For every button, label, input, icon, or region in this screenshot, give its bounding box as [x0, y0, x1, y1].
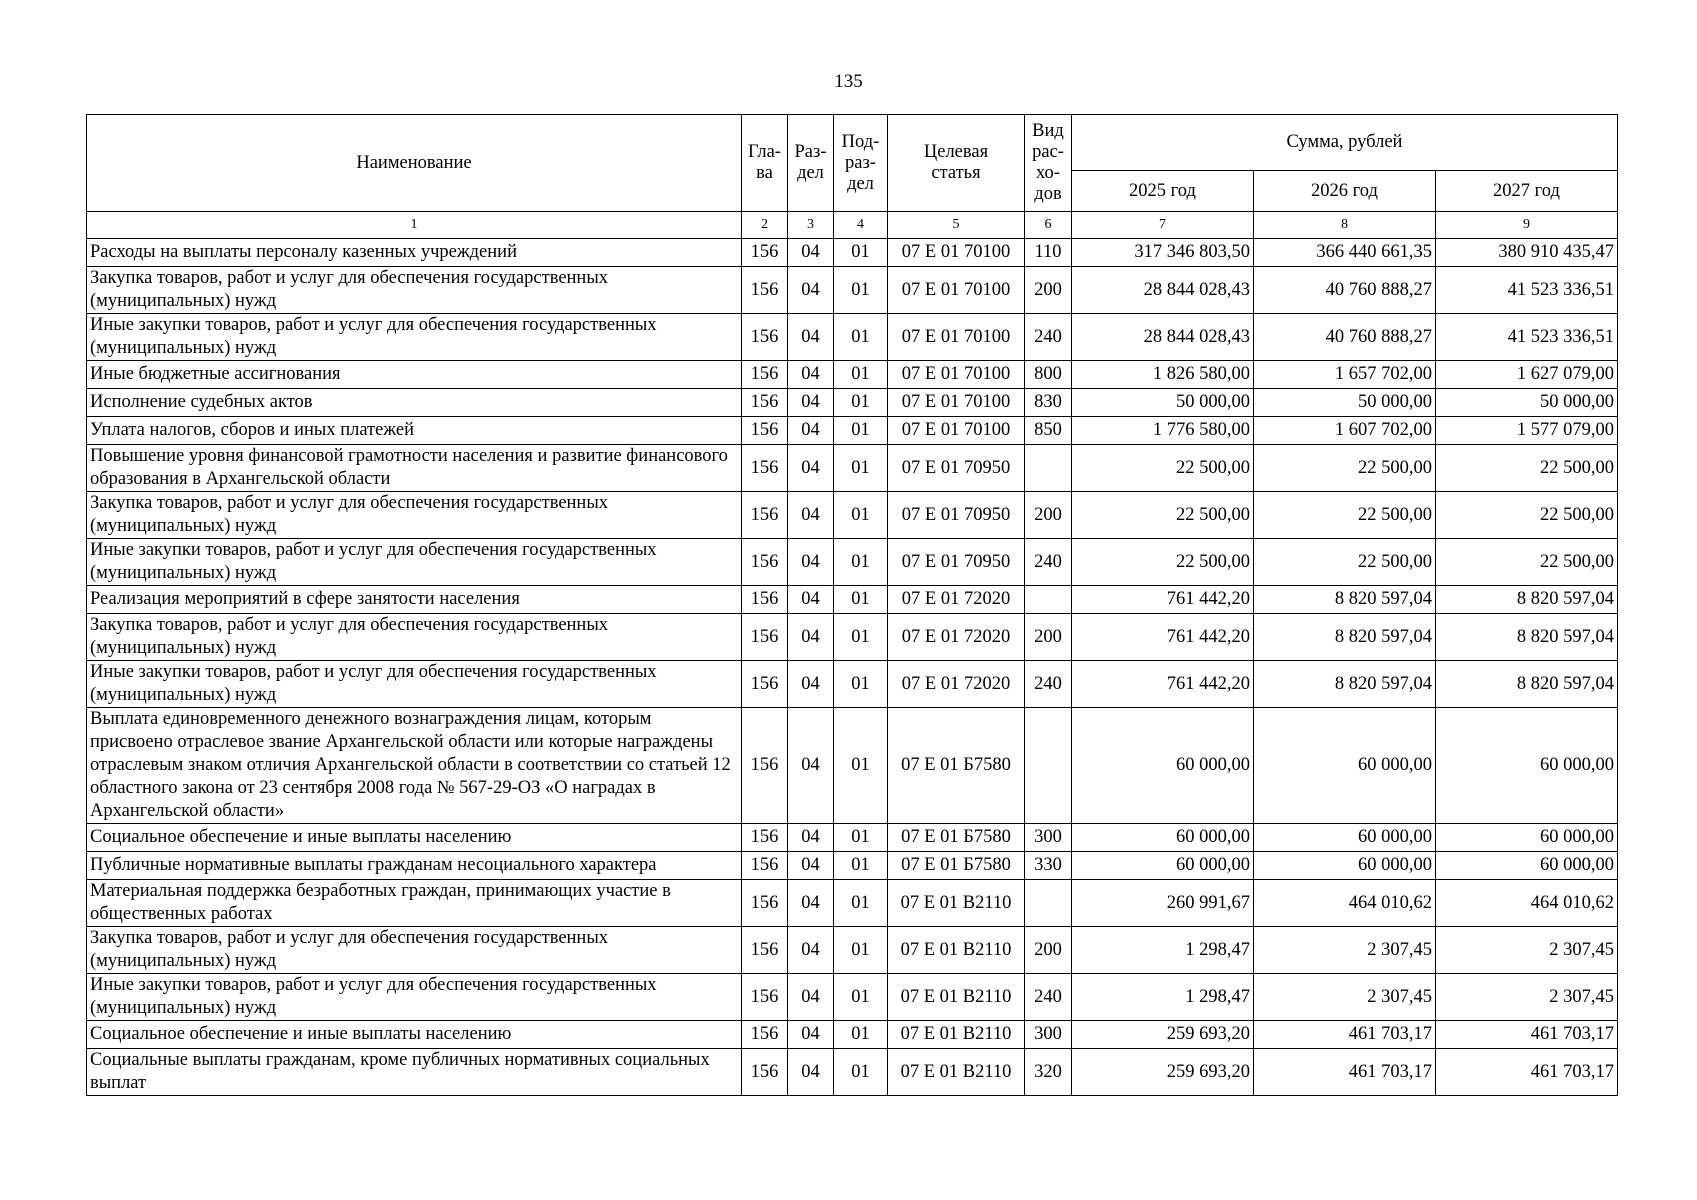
- table-row: [87, 661, 1618, 708]
- row-razdel: 04: [788, 314, 834, 361]
- row-celevaya-statya: 07 Е 01 Б7580: [888, 852, 1025, 880]
- row-celevaya-statya: 07 Е 01 72020: [888, 614, 1025, 661]
- table-row: [87, 417, 1618, 445]
- row-glava: 156: [742, 267, 788, 314]
- row-vid-rashodov: 240: [1025, 314, 1072, 361]
- row-vid-rashodov: [1025, 445, 1072, 492]
- row-celevaya-statya: 07 Е 01 70950: [888, 539, 1025, 586]
- row-podrazdel: 01: [834, 661, 888, 708]
- row-name: Иные закупки товаров, работ и услуг для обеспечения государственных (муниципальных) нужд: [87, 974, 742, 1021]
- row-podrazdel: 01: [834, 880, 888, 927]
- row-amount-2026: 366 440 661,35: [1254, 239, 1436, 267]
- row-celevaya-statya: 07 Е 01 70100: [888, 417, 1025, 445]
- table-row: [87, 445, 1618, 492]
- row-amount-2026: 8 820 597,04: [1254, 661, 1436, 708]
- row-razdel: 04: [788, 708, 834, 824]
- row-vid-rashodov: 300: [1025, 1021, 1072, 1049]
- row-amount-2027: 8 820 597,04: [1436, 614, 1618, 661]
- row-vid-rashodov: 240: [1025, 974, 1072, 1021]
- table-row: [87, 1021, 1618, 1049]
- row-vid-rashodov: 320: [1025, 1049, 1072, 1096]
- row-amount-2025: 60 000,00: [1072, 708, 1254, 824]
- table-row: [87, 708, 1618, 824]
- table-row: [87, 314, 1618, 361]
- column-number: 1: [87, 212, 742, 239]
- row-amount-2025: 60 000,00: [1072, 852, 1254, 880]
- row-amount-2027: 50 000,00: [1436, 389, 1618, 417]
- row-razdel: 04: [788, 586, 834, 614]
- row-amount-2027: 380 910 435,47: [1436, 239, 1618, 267]
- row-razdel: 04: [788, 417, 834, 445]
- row-razdel: 04: [788, 239, 834, 267]
- row-celevaya-statya: 07 Е 01 В2110: [888, 974, 1025, 1021]
- row-glava: 156: [742, 492, 788, 539]
- column-number: 9: [1436, 212, 1618, 239]
- row-amount-2025: 60 000,00: [1072, 824, 1254, 852]
- row-podrazdel: 01: [834, 586, 888, 614]
- row-amount-2026: 461 703,17: [1254, 1021, 1436, 1049]
- row-amount-2026: 8 820 597,04: [1254, 586, 1436, 614]
- table-row: [87, 852, 1618, 880]
- row-celevaya-statya: 07 Е 01 Б7580: [888, 824, 1025, 852]
- row-glava: 156: [742, 614, 788, 661]
- row-amount-2025: 22 500,00: [1072, 492, 1254, 539]
- table-row: [87, 539, 1618, 586]
- row-glava: 156: [742, 927, 788, 974]
- column-number: 4: [834, 212, 888, 239]
- row-name: Социальные выплаты гражданам, кроме публичных нормативных социальных выплат: [87, 1049, 742, 1096]
- row-amount-2025: 1 776 580,00: [1072, 417, 1254, 445]
- row-razdel: 04: [788, 614, 834, 661]
- row-amount-2025: 50 000,00: [1072, 389, 1254, 417]
- row-amount-2027: 464 010,62: [1436, 880, 1618, 927]
- header-year-2027: 2027 год: [1436, 171, 1618, 212]
- row-podrazdel: 01: [834, 824, 888, 852]
- row-amount-2027: 41 523 336,51: [1436, 267, 1618, 314]
- row-razdel: 04: [788, 927, 834, 974]
- table-row: [87, 880, 1618, 927]
- row-podrazdel: 01: [834, 1049, 888, 1096]
- header-year-2026: 2026 год: [1254, 171, 1436, 212]
- row-celevaya-statya: 07 Е 01 70100: [888, 314, 1025, 361]
- row-vid-rashodov: 300: [1025, 824, 1072, 852]
- row-razdel: 04: [788, 1049, 834, 1096]
- row-podrazdel: 01: [834, 1021, 888, 1049]
- row-amount-2026: 60 000,00: [1254, 708, 1436, 824]
- row-amount-2027: 22 500,00: [1436, 492, 1618, 539]
- header-glava: Гла- ва: [742, 115, 788, 212]
- row-celevaya-statya: 07 Е 01 70100: [888, 267, 1025, 314]
- row-amount-2025: 761 442,20: [1072, 614, 1254, 661]
- table-row: [87, 389, 1618, 417]
- row-podrazdel: 01: [834, 708, 888, 824]
- table-row: [87, 927, 1618, 974]
- row-name: Иные закупки товаров, работ и услуг для обеспечения государственных (муниципальных) нужд: [87, 661, 742, 708]
- header-year-2025: 2025 год: [1072, 171, 1254, 212]
- row-vid-rashodov: [1025, 586, 1072, 614]
- row-celevaya-statya: 07 Е 01 В2110: [888, 1049, 1025, 1096]
- row-razdel: 04: [788, 361, 834, 389]
- row-name: Социальное обеспечение и иные выплаты населению: [87, 1021, 742, 1049]
- row-glava: 156: [742, 852, 788, 880]
- table-row: [87, 492, 1618, 539]
- row-glava: 156: [742, 445, 788, 492]
- row-amount-2027: 2 307,45: [1436, 974, 1618, 1021]
- row-glava: 156: [742, 708, 788, 824]
- row-celevaya-statya: 07 Е 01 72020: [888, 661, 1025, 708]
- row-vid-rashodov: 110: [1025, 239, 1072, 267]
- row-razdel: 04: [788, 824, 834, 852]
- row-glava: 156: [742, 389, 788, 417]
- row-podrazdel: 01: [834, 389, 888, 417]
- row-amount-2026: 40 760 888,27: [1254, 267, 1436, 314]
- row-razdel: 04: [788, 974, 834, 1021]
- column-number: 2: [742, 212, 788, 239]
- row-amount-2025: 22 500,00: [1072, 539, 1254, 586]
- row-amount-2026: 40 760 888,27: [1254, 314, 1436, 361]
- row-amount-2027: 1 577 079,00: [1436, 417, 1618, 445]
- budget-table: [86, 114, 1618, 1096]
- row-amount-2026: 22 500,00: [1254, 539, 1436, 586]
- row-vid-rashodov: [1025, 708, 1072, 824]
- row-razdel: 04: [788, 1021, 834, 1049]
- row-podrazdel: 01: [834, 852, 888, 880]
- row-amount-2027: 22 500,00: [1436, 445, 1618, 492]
- row-vid-rashodov: 830: [1025, 389, 1072, 417]
- row-name: Реализация мероприятий в сфере занятости населения: [87, 586, 742, 614]
- row-vid-rashodov: 240: [1025, 661, 1072, 708]
- row-amount-2025: 317 346 803,50: [1072, 239, 1254, 267]
- table-row: [87, 267, 1618, 314]
- row-amount-2027: 461 703,17: [1436, 1049, 1618, 1096]
- row-razdel: 04: [788, 852, 834, 880]
- row-amount-2025: 1 298,47: [1072, 974, 1254, 1021]
- row-amount-2026: 461 703,17: [1254, 1049, 1436, 1096]
- row-celevaya-statya: 07 Е 01 В2110: [888, 880, 1025, 927]
- row-amount-2025: 22 500,00: [1072, 445, 1254, 492]
- row-name: Иные бюджетные ассигнования: [87, 361, 742, 389]
- row-name: Исполнение судебных актов: [87, 389, 742, 417]
- row-podrazdel: 01: [834, 614, 888, 661]
- row-amount-2026: 60 000,00: [1254, 852, 1436, 880]
- column-number: 3: [788, 212, 834, 239]
- row-amount-2027: 60 000,00: [1436, 708, 1618, 824]
- column-number: 7: [1072, 212, 1254, 239]
- row-amount-2025: 1 298,47: [1072, 927, 1254, 974]
- row-glava: 156: [742, 824, 788, 852]
- row-glava: 156: [742, 417, 788, 445]
- row-vid-rashodov: 200: [1025, 267, 1072, 314]
- row-podrazdel: 01: [834, 539, 888, 586]
- row-glava: 156: [742, 880, 788, 927]
- row-amount-2026: 22 500,00: [1254, 445, 1436, 492]
- row-name: Выплата единовременного денежного вознаграждения лицам, которым присвоено отраслевое звание Архангельской области или которые награждены отраслевым знаком отличия Архангельской области в соответствии со статьей 12 областного закона от 23 сентября 2008 года № 567-29-ОЗ «О наградах в Архангельской области»: [87, 708, 742, 824]
- row-celevaya-statya: 07 Е 01 70100: [888, 389, 1025, 417]
- row-amount-2027: 1 627 079,00: [1436, 361, 1618, 389]
- row-celevaya-statya: 07 Е 01 70950: [888, 492, 1025, 539]
- header-celevaya-statya: Целевая статья: [888, 115, 1025, 212]
- row-celevaya-statya: 07 Е 01 В2110: [888, 927, 1025, 974]
- row-celevaya-statya: 07 Е 01 70950: [888, 445, 1025, 492]
- row-razdel: 04: [788, 389, 834, 417]
- row-glava: 156: [742, 661, 788, 708]
- row-amount-2025: 761 442,20: [1072, 586, 1254, 614]
- row-amount-2027: 8 820 597,04: [1436, 661, 1618, 708]
- row-podrazdel: 01: [834, 927, 888, 974]
- column-number: 8: [1254, 212, 1436, 239]
- row-name: Материальная поддержка безработных граждан, принимающих участие в общественных работах: [87, 880, 742, 927]
- row-amount-2025: 259 693,20: [1072, 1049, 1254, 1096]
- row-podrazdel: 01: [834, 974, 888, 1021]
- row-vid-rashodov: 800: [1025, 361, 1072, 389]
- row-name: Закупка товаров, работ и услуг для обеспечения государственных (муниципальных) нужд: [87, 614, 742, 661]
- row-razdel: 04: [788, 267, 834, 314]
- row-name: Повышение уровня финансовой грамотности населения и развитие финансового образования в Архангельской области: [87, 445, 742, 492]
- row-amount-2027: 8 820 597,04: [1436, 586, 1618, 614]
- row-name: Публичные нормативные выплаты гражданам несоциального характера: [87, 852, 742, 880]
- row-podrazdel: 01: [834, 492, 888, 539]
- column-number: 6: [1025, 212, 1072, 239]
- row-glava: 156: [742, 314, 788, 361]
- row-amount-2026: 1 607 702,00: [1254, 417, 1436, 445]
- row-glava: 156: [742, 1049, 788, 1096]
- row-razdel: 04: [788, 539, 834, 586]
- row-razdel: 04: [788, 880, 834, 927]
- row-celevaya-statya: 07 Е 01 72020: [888, 586, 1025, 614]
- row-glava: 156: [742, 539, 788, 586]
- header-vid-rashodov: Вид рас- хо- дов: [1025, 115, 1072, 212]
- row-razdel: 04: [788, 492, 834, 539]
- row-celevaya-statya: 07 Е 01 Б7580: [888, 708, 1025, 824]
- row-razdel: 04: [788, 445, 834, 492]
- row-vid-rashodov: [1025, 880, 1072, 927]
- row-vid-rashodov: 850: [1025, 417, 1072, 445]
- row-amount-2026: 1 657 702,00: [1254, 361, 1436, 389]
- row-celevaya-statya: 07 Е 01 В2110: [888, 1021, 1025, 1049]
- row-name: Иные закупки товаров, работ и услуг для обеспечения государственных (муниципальных) нужд: [87, 539, 742, 586]
- row-glava: 156: [742, 586, 788, 614]
- row-podrazdel: 01: [834, 361, 888, 389]
- header-podrazdel: Под- раз- дел: [834, 115, 888, 212]
- row-podrazdel: 01: [834, 314, 888, 361]
- row-amount-2027: 60 000,00: [1436, 852, 1618, 880]
- row-name: Закупка товаров, работ и услуг для обеспечения государственных (муниципальных) нужд: [87, 927, 742, 974]
- row-vid-rashodov: 330: [1025, 852, 1072, 880]
- row-glava: 156: [742, 239, 788, 267]
- row-amount-2026: 22 500,00: [1254, 492, 1436, 539]
- header-name: Наименование: [87, 115, 742, 212]
- table-row: [87, 239, 1618, 267]
- row-podrazdel: 01: [834, 239, 888, 267]
- row-amount-2025: 260 991,67: [1072, 880, 1254, 927]
- row-amount-2026: 60 000,00: [1254, 824, 1436, 852]
- row-amount-2027: 461 703,17: [1436, 1021, 1618, 1049]
- header-summa: Сумма, рублей: [1072, 115, 1618, 171]
- column-number: 5: [888, 212, 1025, 239]
- header-razdel: Раз- дел: [788, 115, 834, 212]
- row-vid-rashodov: 200: [1025, 614, 1072, 661]
- row-glava: 156: [742, 1021, 788, 1049]
- row-name: Уплата налогов, сборов и иных платежей: [87, 417, 742, 445]
- row-glava: 156: [742, 361, 788, 389]
- row-vid-rashodov: 200: [1025, 927, 1072, 974]
- row-amount-2025: 28 844 028,43: [1072, 314, 1254, 361]
- row-amount-2026: 50 000,00: [1254, 389, 1436, 417]
- table-row: [87, 586, 1618, 614]
- table-row: [87, 1049, 1618, 1096]
- table-row: [87, 614, 1618, 661]
- row-name: Социальное обеспечение и иные выплаты населению: [87, 824, 742, 852]
- row-razdel: 04: [788, 661, 834, 708]
- row-vid-rashodov: 240: [1025, 539, 1072, 586]
- row-name: Расходы на выплаты персоналу казенных учреждений: [87, 239, 742, 267]
- row-name: Иные закупки товаров, работ и услуг для обеспечения государственных (муниципальных) нужд: [87, 314, 742, 361]
- row-name: Закупка товаров, работ и услуг для обеспечения государственных (муниципальных) нужд: [87, 492, 742, 539]
- row-podrazdel: 01: [834, 445, 888, 492]
- row-amount-2025: 761 442,20: [1072, 661, 1254, 708]
- row-vid-rashodov: 200: [1025, 492, 1072, 539]
- row-amount-2026: 2 307,45: [1254, 927, 1436, 974]
- column-number-row: [87, 212, 1618, 239]
- row-amount-2027: 22 500,00: [1436, 539, 1618, 586]
- row-glava: 156: [742, 974, 788, 1021]
- row-amount-2025: 1 826 580,00: [1072, 361, 1254, 389]
- table-row: [87, 974, 1618, 1021]
- row-name: Закупка товаров, работ и услуг для обеспечения государственных (муниципальных) нужд: [87, 267, 742, 314]
- row-amount-2025: 259 693,20: [1072, 1021, 1254, 1049]
- table-row: [87, 824, 1618, 852]
- row-amount-2027: 60 000,00: [1436, 824, 1618, 852]
- row-podrazdel: 01: [834, 417, 888, 445]
- row-amount-2026: 464 010,62: [1254, 880, 1436, 927]
- row-amount-2027: 2 307,45: [1436, 927, 1618, 974]
- row-amount-2027: 41 523 336,51: [1436, 314, 1618, 361]
- row-celevaya-statya: 07 Е 01 70100: [888, 239, 1025, 267]
- row-celevaya-statya: 07 Е 01 70100: [888, 361, 1025, 389]
- table-row: [87, 361, 1618, 389]
- row-amount-2025: 28 844 028,43: [1072, 267, 1254, 314]
- row-podrazdel: 01: [834, 267, 888, 314]
- row-amount-2026: 8 820 597,04: [1254, 614, 1436, 661]
- page-number: 135: [834, 71, 863, 92]
- row-amount-2026: 2 307,45: [1254, 974, 1436, 1021]
